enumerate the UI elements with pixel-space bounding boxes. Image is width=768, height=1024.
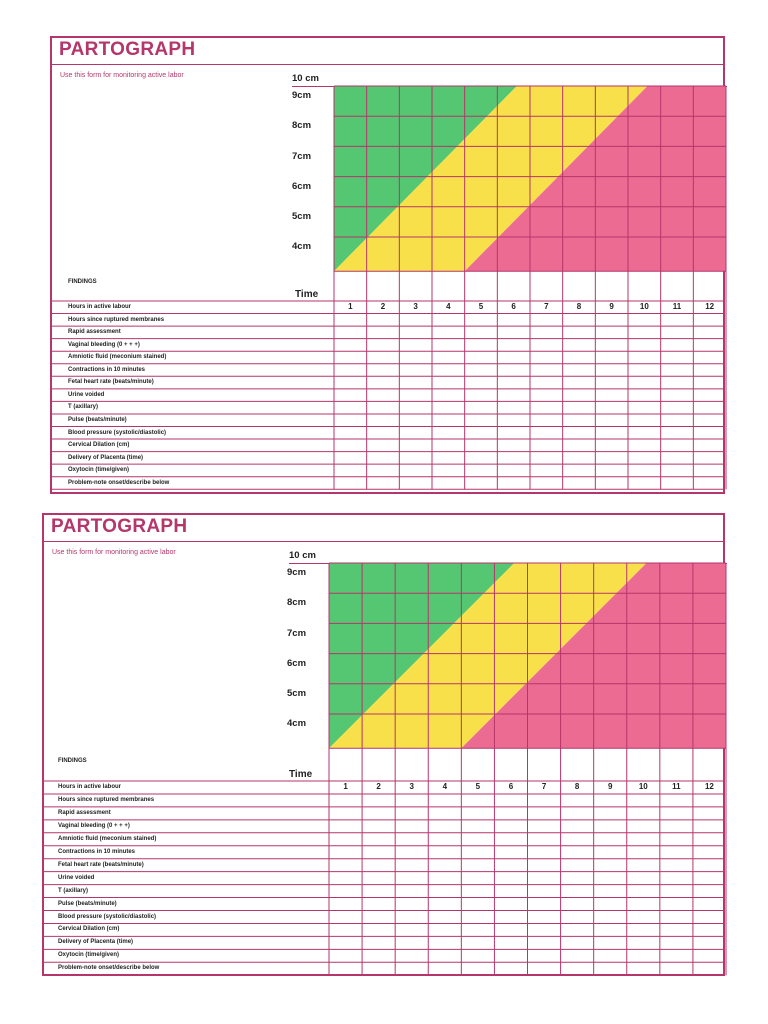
- hour-number: 5: [475, 782, 481, 791]
- hour-number: 10: [638, 782, 648, 791]
- hour-number: 9: [609, 302, 614, 311]
- finding-row-label: Oxytocin (time/given): [58, 952, 120, 959]
- finding-row-label: Vaginal bleeding (0 + + +): [68, 341, 140, 348]
- finding-row-label: Cervical Dilation (cm): [58, 926, 120, 933]
- hour-number: 6: [511, 302, 516, 311]
- finding-row-label: Hours in active labour: [68, 304, 132, 310]
- dilation-label-7cm: 7cm: [292, 150, 312, 162]
- finding-row-label: Fetal heart rate (beats/minute): [58, 861, 144, 868]
- findings-label: FINDINGS: [68, 279, 97, 285]
- hour-number: 10: [639, 302, 649, 311]
- finding-row-label: Hours since ruptured membranes: [58, 796, 155, 803]
- hour-number: 12: [705, 302, 715, 311]
- finding-row-label: Fetal heart rate (beats/minute): [68, 379, 154, 386]
- dilation-label-5cm: 5cm: [292, 211, 312, 222]
- dilation-label-7cm: 7cm: [287, 627, 307, 639]
- finding-row-label: T (axillary): [68, 404, 99, 411]
- hour-number: 9: [607, 782, 613, 791]
- finding-row-label: Delivery of Placenta (time): [68, 454, 144, 461]
- hour-number: 1: [348, 302, 353, 311]
- dilation-label-10cm: 10 cm: [289, 550, 316, 561]
- finding-row-label: Oxytocin (time/given): [68, 467, 130, 474]
- hour-number: 4: [446, 302, 451, 311]
- finding-row-label: Rapid assessment: [58, 809, 111, 816]
- finding-row-label: Blood pressure (systolic/diastolic): [58, 913, 157, 920]
- hour-number: 7: [541, 782, 547, 791]
- hour-number: 11: [672, 782, 681, 791]
- finding-row-label: Delivery of Placenta (time): [58, 939, 134, 946]
- finding-row-label: Cervical Dilation (cm): [68, 442, 130, 449]
- finding-row-label: Vaginal bleeding (0 + + +): [58, 822, 130, 829]
- hour-number: 8: [576, 302, 582, 311]
- hour-number: 11: [672, 302, 682, 311]
- partograph-form-1: [50, 36, 725, 494]
- finding-row-label: Pulse (beats/minute): [58, 900, 117, 907]
- finding-row-label: Blood pressure (systolic/diastolic): [68, 429, 167, 436]
- finding-row-label: Problem-note onset/describe below: [58, 965, 160, 972]
- dilation-label-4cm: 4cm: [292, 241, 312, 253]
- hour-number: 7: [544, 302, 549, 311]
- hour-number: 8: [574, 782, 580, 791]
- dilation-label-4cm: 4cm: [287, 718, 307, 730]
- hour-number: 12: [704, 782, 714, 791]
- dilation-label-9cm: 9cm: [292, 90, 312, 102]
- finding-row-label: Problem-note onset/describe below: [68, 479, 170, 486]
- finding-row-label: Amniotic fluid (meconium stained): [58, 835, 157, 842]
- dilation-label-6cm: 6cm: [292, 180, 312, 192]
- finding-row-label: Hours since ruptured membranes: [68, 316, 165, 323]
- hour-number: 6: [508, 782, 514, 791]
- hour-number: 3: [409, 782, 414, 791]
- dilation-label-8cm: 8cm: [287, 597, 307, 609]
- findings-label: FINDINGS: [58, 758, 87, 764]
- partograph-form-2: [42, 513, 725, 976]
- finding-row-label: Amniotic fluid (meconium stained): [68, 354, 167, 361]
- hour-number: 4: [442, 782, 448, 791]
- hour-number: 5: [478, 302, 484, 311]
- time-label: Time: [289, 769, 313, 780]
- dilation-label-6cm: 6cm: [287, 657, 307, 669]
- finding-row-label: Contractions in 10 minutes: [68, 366, 146, 373]
- hour-number: 2: [380, 302, 386, 311]
- dilation-label-8cm: 8cm: [292, 120, 312, 132]
- dilation-label-9cm: 9cm: [287, 567, 307, 579]
- finding-row-label: Hours in active labour: [58, 784, 122, 790]
- finding-row-label: Rapid assessment: [68, 329, 121, 336]
- finding-row-label: Contractions in 10 minutes: [58, 848, 136, 855]
- time-label: Time: [295, 289, 319, 300]
- finding-row-label: T (axillary): [58, 887, 89, 894]
- form-title: PARTOGRAPH: [59, 39, 196, 60]
- hour-number: 2: [376, 782, 381, 791]
- form-subtitle: Use this form for monitoring active labor: [60, 72, 184, 79]
- hour-number: 1: [343, 782, 348, 791]
- partograph-chart: [44, 515, 723, 974]
- finding-row-label: Urine voided: [68, 391, 105, 398]
- form-title: PARTOGRAPH: [51, 516, 188, 537]
- finding-row-label: Pulse (beats/minute): [68, 416, 127, 423]
- finding-row-label: Urine voided: [58, 874, 95, 881]
- dilation-label-10cm: 10 cm: [292, 73, 319, 84]
- partograph-chart: [52, 38, 723, 492]
- form-subtitle: Use this form for monitoring active labor: [52, 549, 176, 556]
- dilation-label-5cm: 5cm: [287, 688, 307, 699]
- hour-number: 3: [413, 302, 418, 311]
